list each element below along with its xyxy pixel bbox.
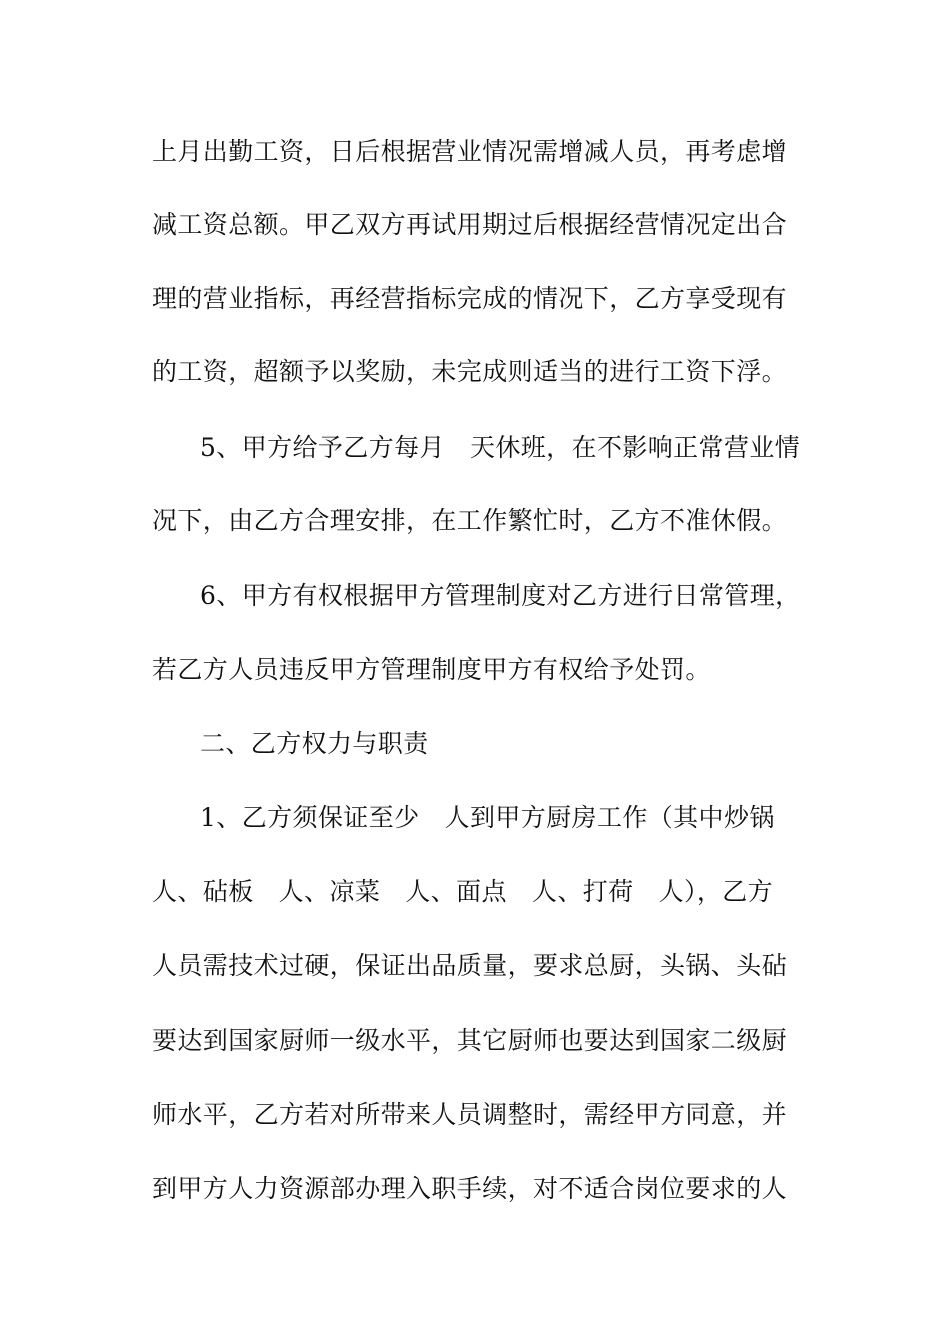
clause-5-line: 5、甲方给予乙方每月 天休班，在不影响正常营业情 xyxy=(200,433,801,462)
clause-1-line: 1、乙方须保证至少 人到甲方厨房工作（其中炒锅 xyxy=(200,803,775,832)
clause-6-line: 6、甲方有权根据甲方管理制度对乙方进行日常管理， xyxy=(200,581,801,610)
paragraph-line: 师水平，乙方若对所带来人员调整时，需经甲方同意，并 xyxy=(152,1100,788,1129)
paragraph-line: 减工资总额。甲乙双方再试用期过后根据经营情况定出合 xyxy=(152,210,788,239)
section-heading: 二、乙方权力与职责 xyxy=(200,729,429,758)
paragraph-line: 的工资，超额予以奖励，未完成则适当的进行工资下浮。 xyxy=(152,357,788,386)
paragraph-line: 人、砧板 人、凉菜 人、面点 人、打荷 人），乙方 xyxy=(152,877,774,906)
paragraph-line: 人员需技术过硬，保证出品质量，要求总厨，头锅、头砧 xyxy=(152,951,788,980)
paragraph-line: 要达到国家厨师一级水平，其它厨师也要达到国家二级厨 xyxy=(152,1026,788,1055)
paragraph-line: 理的营业指标，再经营指标完成的情况下，乙方享受现有 xyxy=(152,284,788,313)
paragraph-line: 况下，由乙方合理安排，在工作繁忙时，乙方不准休假。 xyxy=(152,506,788,535)
paragraph-line: 若乙方人员违反甲方管理制度甲方有权给予处罚。 xyxy=(152,655,711,684)
paragraph-line: 上月出勤工资，日后根据营业情况需增减人员，再考虑增 xyxy=(152,137,788,166)
paragraph-line: 到甲方人力资源部办理入职手续，对不适合岗位要求的人 xyxy=(152,1174,788,1203)
